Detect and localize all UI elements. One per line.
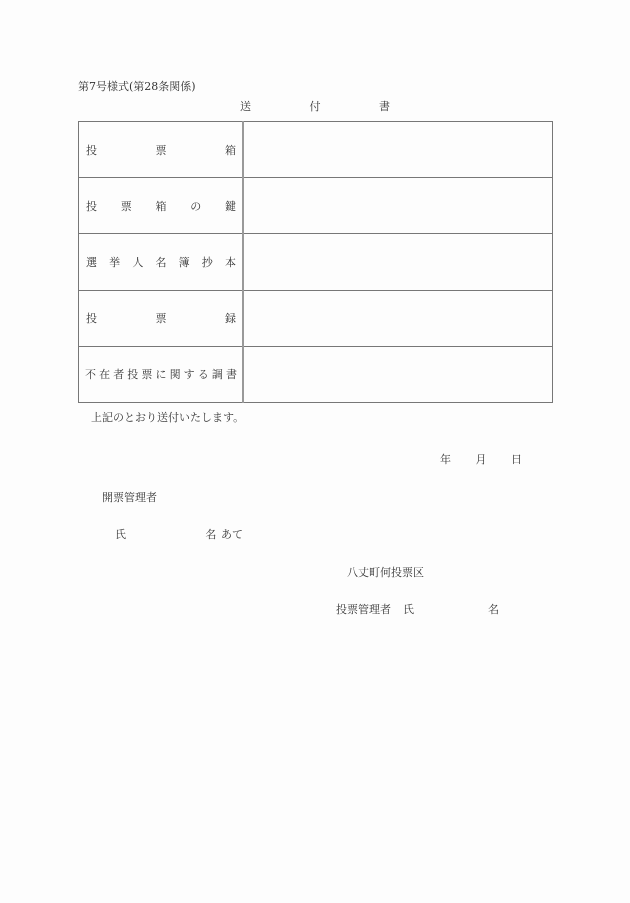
sender-name-prefix: 氏: [403, 603, 414, 616]
label-char: 票: [141, 368, 153, 382]
label-char: 調: [211, 368, 223, 382]
honorific: あて: [220, 528, 243, 541]
row-label: [79, 346, 244, 402]
table-row: [79, 346, 553, 402]
row-label: [79, 122, 244, 178]
table-row: [79, 234, 553, 290]
table-row: [79, 178, 553, 234]
recipient-name-line: [115, 528, 243, 542]
form-number: 第7号様式(第28条関係): [78, 80, 196, 93]
label-char: 関: [169, 368, 181, 382]
label-char: 鍵: [225, 199, 236, 213]
label-char: 箱: [155, 199, 167, 213]
label-char: 在: [99, 368, 111, 382]
documents-table: [78, 121, 553, 403]
date-line: [440, 453, 522, 467]
row-label: [79, 234, 244, 290]
label-char: 選: [86, 255, 97, 269]
label-char: 投: [86, 199, 97, 213]
label-char: 簿: [178, 255, 190, 269]
row-value-cell[interactable]: [243, 178, 553, 234]
document-title: [240, 100, 390, 114]
year-label: 年: [440, 453, 451, 466]
label-char: 票: [155, 312, 167, 326]
label-char: る: [197, 368, 209, 382]
label-char: 本: [224, 255, 236, 269]
row-label: [79, 290, 244, 346]
label-char: 録: [225, 312, 236, 326]
label-char: 挙: [109, 255, 121, 269]
transmittal-note: 上記のとおり送付いたします。: [91, 411, 245, 424]
label-char: 投: [127, 368, 139, 382]
day-label: 日: [511, 453, 522, 466]
label-char: 抄: [201, 255, 213, 269]
label-char: の: [190, 199, 202, 213]
name-prefix: 氏: [115, 528, 126, 541]
sender-district: 八丈町何投票区: [347, 566, 424, 579]
label-char: 投: [86, 312, 97, 326]
title-char: 付: [309, 100, 321, 113]
label-char: 箱: [225, 143, 236, 157]
table-row: [79, 122, 553, 178]
label-char: 人: [132, 255, 144, 269]
row-value-cell[interactable]: [243, 290, 553, 346]
row-label: [79, 178, 244, 234]
recipient-title: 開票管理者: [102, 491, 157, 504]
sender-line: [336, 603, 499, 617]
title-char: 送: [240, 100, 251, 113]
label-char: 者: [113, 368, 125, 382]
label-char: す: [183, 368, 195, 382]
row-value-cell[interactable]: [243, 234, 553, 290]
label-char: 不: [85, 368, 96, 382]
label-char: に: [155, 368, 167, 382]
label-char: 書: [225, 368, 237, 382]
label-char: 名: [155, 255, 167, 269]
row-value-cell[interactable]: [243, 346, 553, 402]
label-char: 投: [86, 143, 97, 157]
sender-name-suffix: 名: [488, 603, 499, 616]
sender-title: 投票管理者: [336, 603, 391, 616]
table-row: [79, 290, 553, 346]
month-label: 月: [475, 453, 487, 466]
label-char: 票: [155, 143, 167, 157]
label-char: 票: [120, 199, 132, 213]
row-value-cell[interactable]: [243, 122, 553, 178]
name-suffix: 名: [205, 528, 217, 541]
title-char: 書: [379, 100, 390, 113]
